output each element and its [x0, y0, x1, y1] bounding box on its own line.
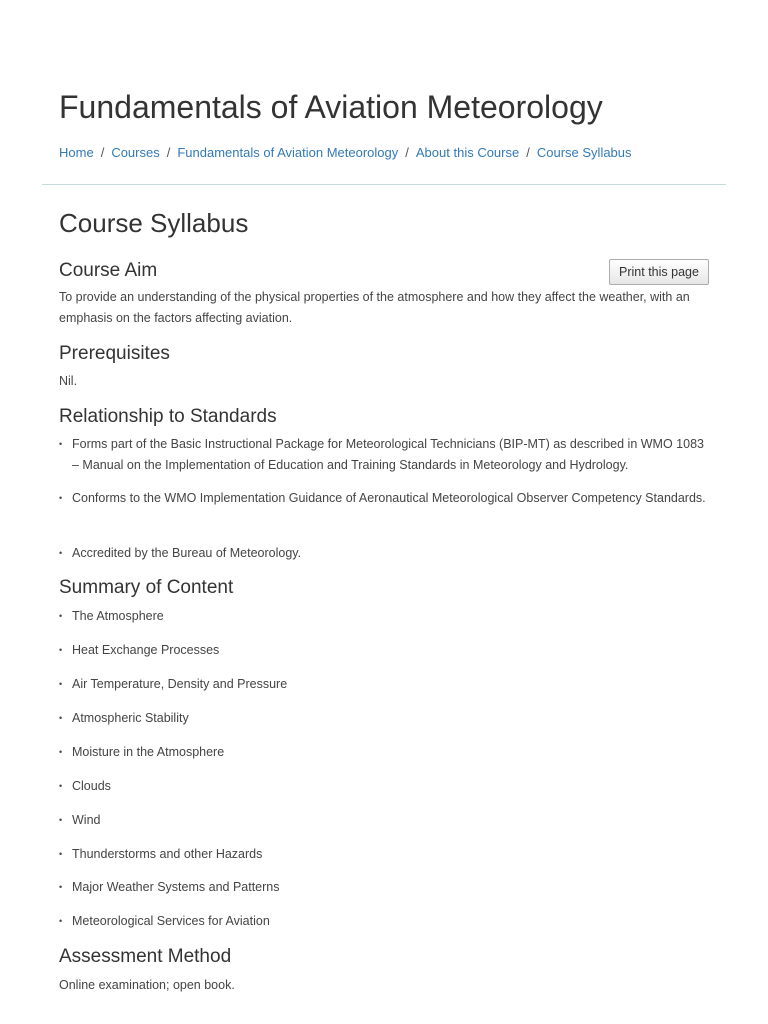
page-title: Fundamentals of Aviation Meteorology	[59, 89, 603, 125]
breadcrumb-separator: /	[100, 145, 105, 160]
bullet-icon: •	[59, 548, 63, 558]
list-item	[59, 844, 709, 865]
list-item	[59, 776, 709, 797]
breadcrumb-about-link[interactable]: About this Course	[415, 145, 520, 160]
bullet-icon: •	[59, 439, 63, 449]
breadcrumb-separator: /	[405, 145, 409, 160]
list-item-text: Meteorological Services for Aviation	[72, 914, 270, 928]
breadcrumb-course-link[interactable]: Fundamentals of Aviation Meteorology	[177, 145, 399, 160]
breadcrumb-courses-link[interactable]: Courses	[111, 145, 160, 160]
header-divider	[42, 184, 726, 185]
breadcrumb-separator: /	[166, 145, 171, 160]
breadcrumb-home-link[interactable]: Home	[59, 145, 94, 160]
list-item	[59, 434, 709, 476]
list-item-text: Conforms to the WMO Implementation Guidance of Aeronautical Meteorological Observer Competency Standards.	[72, 491, 706, 505]
course-aim-text: To provide an understanding of the physical properties of the atmosphere and how they affect the weather, with an emphasis on the factors affecting aviation.	[59, 290, 690, 325]
bullet-icon: •	[59, 679, 63, 689]
list-item-text: Major Weather Systems and Patterns	[72, 880, 280, 894]
list-item	[59, 674, 709, 695]
list-item	[59, 742, 709, 763]
summary-heading: Summary of Content	[59, 577, 234, 598]
list-item-text: Accredited by the Bureau of Meteorology.	[72, 546, 302, 560]
list-item	[59, 543, 709, 564]
prerequisites-text: Nil.	[59, 374, 78, 388]
list-item-text: Forms part of the Basic Instructional Package for Meteorological Technicians (BIP-MT) as described in WMO 1083 – Manual on the Implementation of Education and Training Standards in Meteorology and Hydrology.	[72, 437, 704, 472]
bullet-icon: •	[59, 849, 63, 859]
list-item	[59, 708, 709, 729]
list-item	[59, 640, 709, 661]
bullet-icon: •	[59, 781, 63, 791]
list-item-text: Heat Exchange Processes	[72, 643, 220, 657]
breadcrumb	[59, 144, 632, 162]
list-item	[59, 877, 709, 898]
assessment-text: Online examination; open book.	[59, 978, 235, 992]
print-page-button[interactable]: Print this page	[609, 259, 709, 285]
bullet-icon: •	[59, 611, 63, 621]
bullet-icon: •	[59, 713, 63, 723]
list-item-text: Air Temperature, Density and Pressure	[72, 677, 288, 691]
list-item-text: Wind	[72, 813, 101, 827]
list-item-text: Atmospheric Stability	[72, 711, 189, 725]
course-aim-heading: Course Aim	[59, 260, 158, 281]
list-item-text: Clouds	[72, 779, 111, 793]
bullet-icon: •	[59, 645, 63, 655]
bullet-icon: •	[59, 916, 63, 926]
assessment-heading: Assessment Method	[59, 946, 232, 967]
breadcrumb-separator: /	[526, 145, 530, 160]
prerequisites-heading: Prerequisites	[59, 343, 170, 364]
bullet-icon: •	[59, 815, 63, 825]
list-item-text: The Atmosphere	[72, 609, 164, 623]
list-item	[59, 911, 709, 932]
bullet-icon: •	[59, 882, 63, 892]
list-item-text: Thunderstorms and other Hazards	[72, 847, 263, 861]
bullet-icon: •	[59, 747, 63, 757]
breadcrumb-syllabus-link[interactable]: Course Syllabus	[536, 145, 632, 160]
section-title: Course Syllabus	[59, 208, 249, 238]
bullet-icon: •	[59, 493, 63, 503]
list-item	[59, 488, 709, 509]
list-item	[59, 606, 709, 627]
list-item-text: Moisture in the Atmosphere	[72, 745, 225, 759]
list-item	[59, 810, 709, 831]
standards-heading: Relationship to Standards	[59, 406, 277, 427]
